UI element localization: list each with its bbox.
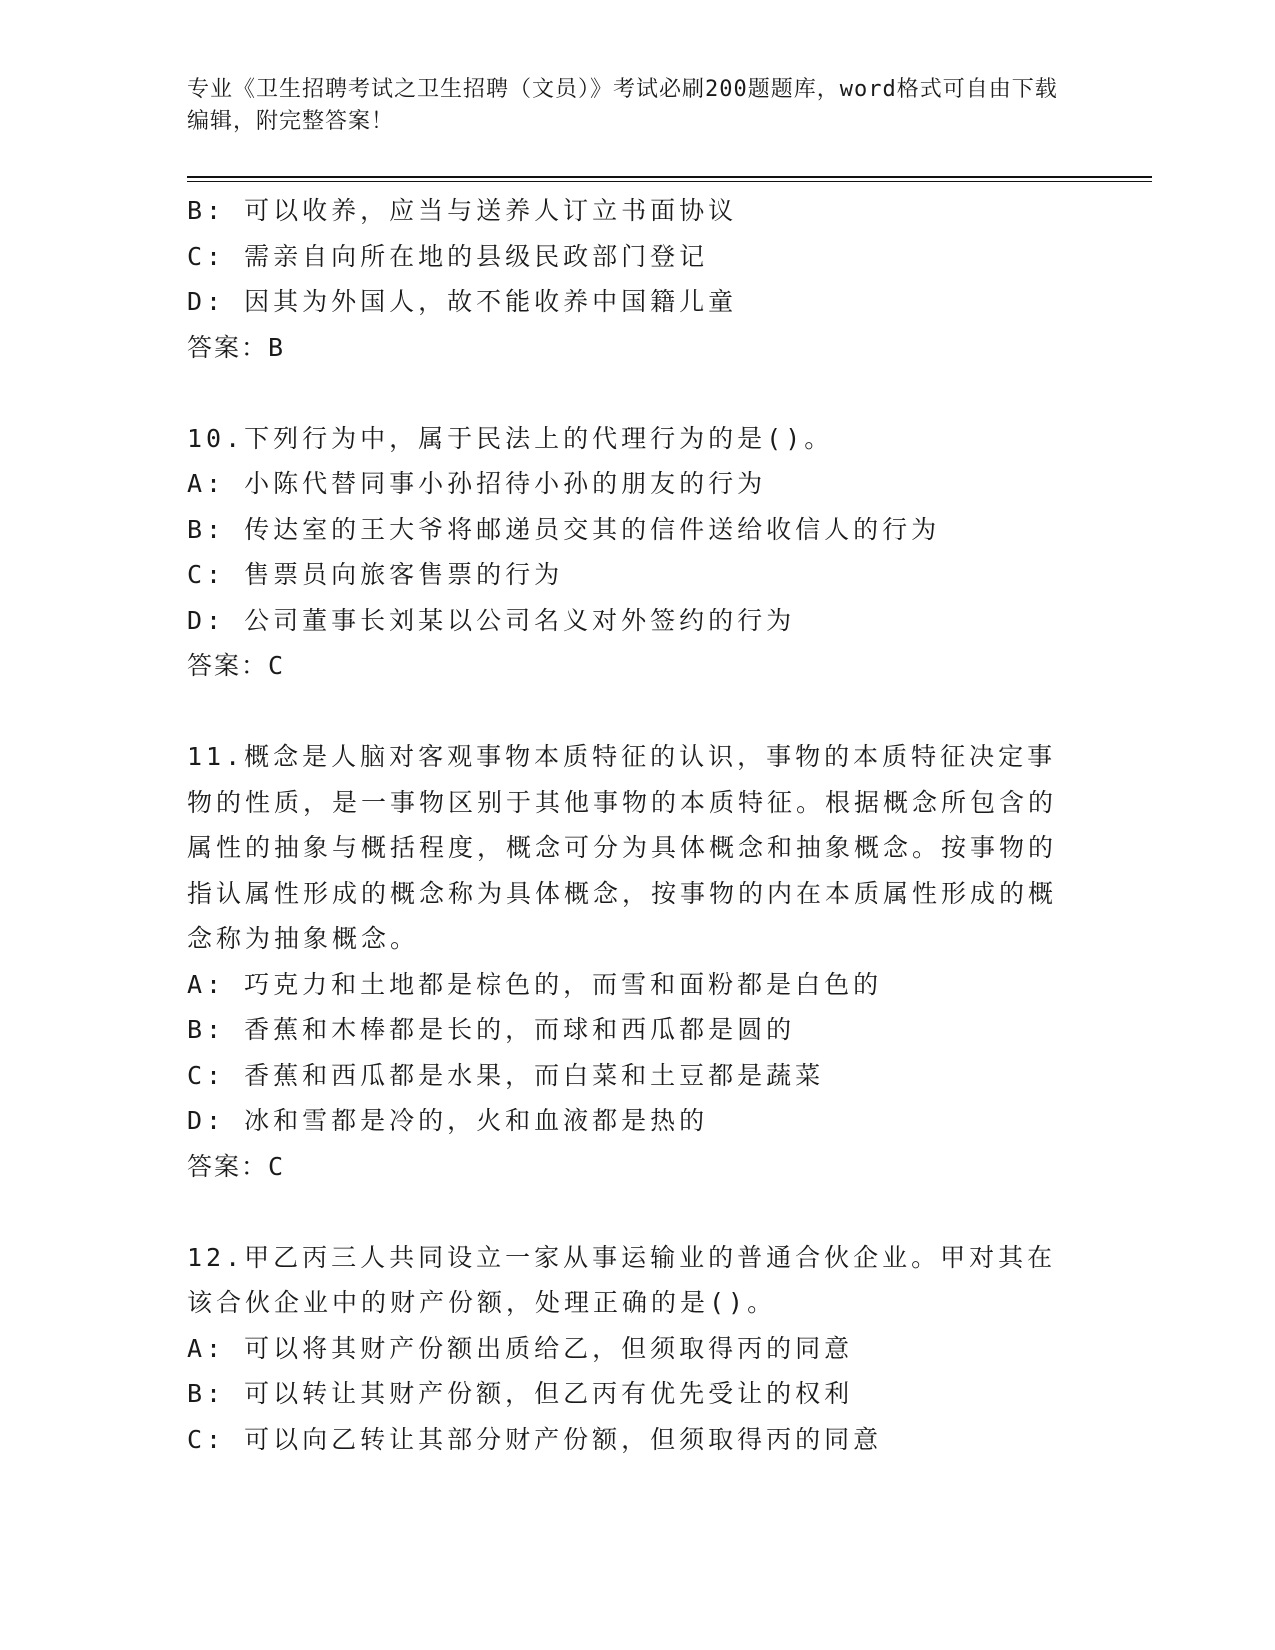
question-10-block bbox=[187, 416, 1067, 689]
question-11-option-a: A: 巧克力和土地都是棕色的，而雪和面粉都是白色的 bbox=[187, 969, 883, 999]
header-rule-thick bbox=[187, 176, 1152, 178]
question-12-option-c: C: 可以向乙转让其部分财产份额，但须取得丙的同意 bbox=[187, 1424, 883, 1454]
question-spacer bbox=[187, 689, 1067, 735]
question-12-option-a: A: 可以将其财产份额出质给乙，但须取得丙的同意 bbox=[187, 1333, 854, 1363]
question-10-option-a: A: 小陈代替同事小孙招待小孙的朋友的行为 bbox=[187, 469, 767, 498]
question-10-stem: 10.下列行为中，属于民法上的代理行为的是()。 bbox=[187, 423, 834, 453]
question-11-option-d: D: 冰和雪都是冷的，火和血液都是热的 bbox=[187, 1106, 709, 1135]
document-body bbox=[187, 188, 1067, 1462]
question-9-option-c: C: 需亲自向所在地的县级民政部门登记 bbox=[187, 241, 709, 271]
question-9-option-b: B: 可以收养，应当与送养人订立书面协议 bbox=[187, 196, 738, 225]
question-10-option-b: B: 传达室的王大爷将邮递员交其的信件送给收信人的行为 bbox=[187, 514, 941, 544]
question-12-option-b: B: 可以转让其财产份额，但乙丙有优先受让的权利 bbox=[187, 1379, 854, 1408]
header-rule-thin bbox=[187, 181, 1152, 182]
question-9-option-d: D: 因其为外国人，故不能收养中国籍儿童 bbox=[187, 287, 738, 316]
question-11-stem: 11.概念是人脑对客观事物本质特征的认识，事物的本质特征决定事物的性质，是一事物区别于其他事物的本质特征。根据概念所包含的属性的抽象与概括程度，概念可分为具体概念和抽象概念。按事物的指认属性形成的概念称为具体概念，按事物的内在本质属性形成的概念称为抽象概念。 bbox=[187, 742, 1058, 953]
question-11-option-b: B: 香蕉和木棒都是长的，而球和西瓜都是圆的 bbox=[187, 1015, 796, 1044]
question-12-block bbox=[187, 1235, 1067, 1463]
question-12-stem: 12.甲乙丙三人共同设立一家从事运输业的普通合伙企业。甲对其在该合伙企业中的财产份额，处理正确的是()。 bbox=[187, 1242, 1057, 1317]
question-spacer bbox=[187, 370, 1067, 416]
question-11-option-c: C: 香蕉和西瓜都是水果，而白菜和土豆都是蔬菜 bbox=[187, 1060, 825, 1090]
question-spacer bbox=[187, 1189, 1067, 1235]
question-9-block bbox=[187, 188, 1067, 370]
question-11-block bbox=[187, 734, 1067, 1189]
question-10-answer: 答案：C bbox=[187, 651, 286, 680]
question-9-answer: 答案：B bbox=[187, 332, 286, 362]
question-10-option-c: C: 售票员向旅客售票的行为 bbox=[187, 560, 564, 589]
question-10-option-d: D: 公司董事长刘某以公司名义对外签约的行为 bbox=[187, 605, 796, 635]
question-11-answer: 答案：C bbox=[187, 1151, 286, 1181]
document-header: 专业《卫生招聘考试之卫生招聘（文员）》考试必刷200题题库，word格式可自由下载编辑，附完整答案！ bbox=[187, 77, 1058, 134]
